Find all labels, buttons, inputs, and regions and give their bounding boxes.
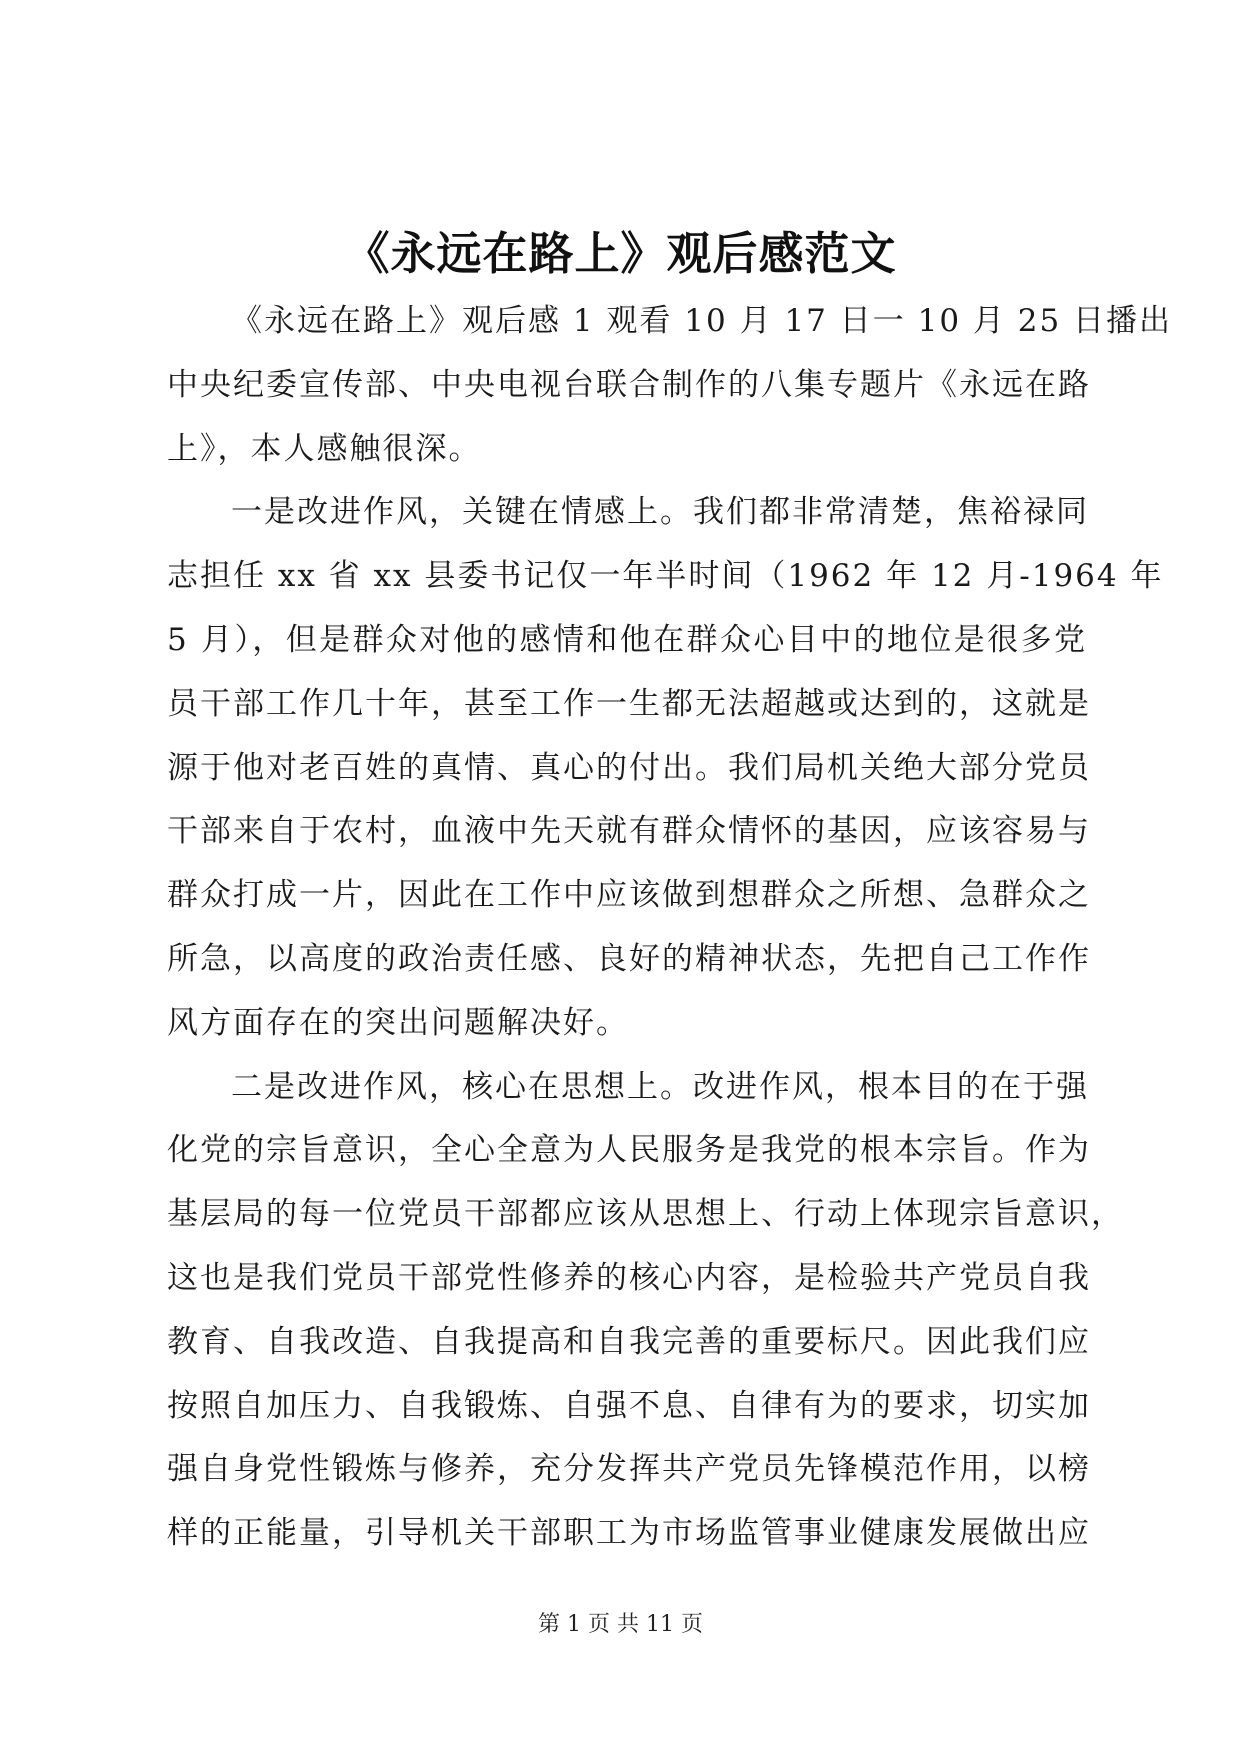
text-line: 干部来自于农村，血液中先天就有群众情怀的基因，应该容易与 xyxy=(167,813,1091,850)
text-line: 所急，以高度的政治责任感、良好的精神状态，先把自己工作作 xyxy=(167,940,1091,977)
text-line: 按照自加压力、自我锻炼、自强不息、自律有为的要求，切实加 xyxy=(167,1387,1091,1424)
text-line: 化党的宗旨意识，全心全意为人民服务是我党的根本宗旨。作为 xyxy=(167,1132,1091,1169)
text-line: 教育、自我改造、自我提高和自我完善的重要标尺。因此我们应 xyxy=(167,1323,1091,1360)
text-line: 一是改进作风，关键在情感上。我们都非常清楚，焦裕禄同 xyxy=(231,494,1089,531)
text-line: 这也是我们党员干部党性修养的核心内容，是检验共产党员自我 xyxy=(167,1259,1091,1296)
text-line: 风方面存在的突出问题解决好。 xyxy=(167,1004,629,1041)
text-line: 员干部工作几十年，甚至工作一生都无法超越或达到的，这就是 xyxy=(167,685,1091,722)
text-line: 《永远在路上》观后感 1 观看 10 月 17 日一 10 月 25 日播出 xyxy=(231,303,1173,339)
text-line: 中央纪委宣传部、中央电视台联合制作的八集专题片《永远在路 xyxy=(167,366,1091,403)
paragraph-1 xyxy=(167,290,1173,481)
text-line: 样的正能量，引导机关干部职工为市场监管事业健康发展做出应 xyxy=(167,1515,1091,1552)
page-number-footer: 第 1 页 共 11 页 xyxy=(538,1612,703,1637)
document-body xyxy=(167,290,1173,1566)
text-line: 基层局的每一位党员干部都应该从思想上、行动上体现宗旨意识， xyxy=(167,1196,1124,1233)
paragraph-2 xyxy=(167,481,1164,1055)
text-line: 5 月），但是群众对他的感情和他在群众心目中的地位是很多党 xyxy=(167,621,1087,658)
text-line: 志担任 xx 省 xx 县委书记仅一年半时间（1962 年 12 月-1964 年 xyxy=(167,558,1164,595)
text-line: 强自身党性锻炼与修养，充分发挥共产党员先锋模范作用，以榜 xyxy=(167,1451,1091,1488)
text-line: 群众打成一片，因此在工作中应该做到想群众之所想、急群众之 xyxy=(167,877,1091,914)
paragraph-3 xyxy=(167,1056,1124,1566)
document-title: 《永远在路上》观后感范文 xyxy=(344,227,897,280)
text-line: 二是改进作风，核心在思想上。改进作风，根本目的在于强 xyxy=(231,1068,1089,1105)
text-line: 上》，本人感触很深。 xyxy=(167,430,482,467)
text-line: 源于他对老百姓的真情、真心的付出。我们局机关绝大部分党员 xyxy=(167,749,1091,786)
